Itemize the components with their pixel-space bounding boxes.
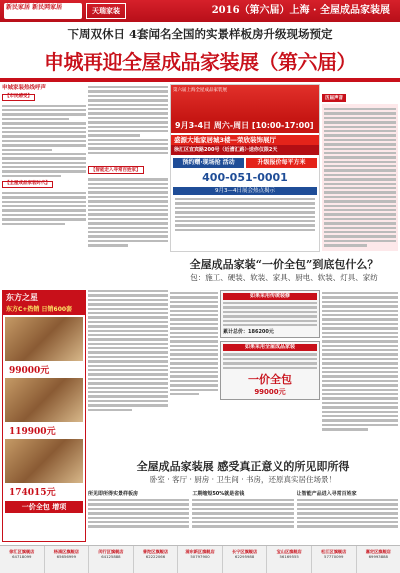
store-entry [357, 546, 400, 573]
package-bill [220, 341, 320, 400]
store-name: 徐汇区旗舰店 [9, 549, 35, 554]
store-name: 长宁区旗舰店 [232, 549, 258, 554]
bill-total: 99000元 [254, 387, 286, 396]
store-name: 闵行区旗舰店 [98, 549, 124, 554]
package-label: 一价全包 [248, 372, 292, 386]
quote-box [322, 104, 398, 251]
ad-promo: 升级报价每平方米 [246, 158, 317, 168]
room-photo [5, 317, 83, 361]
publication-logo: 新民家居 新民网家居 [4, 3, 82, 19]
store-phone: 62295988 [234, 554, 255, 559]
article-column [170, 290, 218, 450]
promo-strip [2, 290, 86, 542]
promo-subhead: 东方C+热销 日销600套 [3, 304, 85, 315]
divider-band [0, 78, 400, 82]
section-heading: 【市民感受】 [2, 94, 35, 101]
slogan-badge: 一价全包 增项 [5, 501, 83, 513]
middle-column [88, 84, 168, 254]
ad-header [171, 85, 319, 119]
section-heading: 【全屋成品家装时代】 [2, 181, 53, 188]
store-name: 杨浦区旗舰店 [53, 549, 79, 554]
store-phone: 62222066 [145, 554, 166, 559]
price-tag: 119900元 [9, 427, 56, 437]
subtitle: 下周双休日 4套闻名全国的实景样板房升级现场预定 [67, 27, 333, 41]
ad-promo: 预约赠·现场抢 活动 [173, 158, 244, 168]
article-heading: 让智能产品进入寻常百姓家 [296, 491, 357, 497]
store-phone: 69993888 [368, 554, 388, 559]
store-name: 浦东新区旗舰店 [185, 549, 215, 554]
article [88, 490, 189, 540]
article-text [88, 178, 168, 246]
store-phone: 56169555 [279, 554, 299, 559]
store-entry [134, 546, 179, 573]
store-entry [45, 546, 90, 573]
store-phone: 50797900 [190, 554, 210, 559]
store-directory [0, 545, 400, 573]
ad-address: 徐汇区宜宾路200号（近漕汇路）·送你仅限2天 [171, 145, 319, 155]
traditional-bill [220, 290, 320, 338]
store-phone: 57770099 [324, 554, 344, 559]
ad-date: 9月3-4日 周六-周日 [10:00-17:00] [171, 119, 319, 133]
store-phone: 64125888 [101, 554, 121, 559]
section-heading: 【智能走入寻常百姓家】 [88, 166, 144, 174]
section-heading: 历届声音 [322, 94, 346, 102]
store-entry [312, 546, 357, 573]
store-entry [0, 546, 45, 573]
room-photo [5, 378, 83, 422]
left-tag: 申城家装热线呼声 [2, 85, 47, 91]
ad-phone: 400-051-0001 [202, 171, 288, 184]
room-photo [5, 439, 83, 483]
store-entry [178, 546, 223, 573]
ad-notes-heading: 9月3—4日展会热点揭示 [173, 187, 317, 195]
store-entry [267, 546, 312, 573]
expo-advertisement [170, 84, 320, 252]
article-text [2, 105, 86, 178]
price-comparison [220, 290, 320, 450]
article [192, 490, 293, 540]
article-text [88, 86, 168, 154]
store-name: 普陀区旗舰店 [142, 549, 169, 554]
store-entry [223, 546, 268, 573]
article-column [322, 290, 398, 455]
bill-total: 累计总价：186200元 [223, 329, 274, 336]
right-column [322, 84, 398, 259]
store-phone: 65656999 [56, 554, 76, 559]
store-name: 松江区旗舰店 [321, 549, 347, 554]
masthead-title: 2016（第六届）上海 · 全屋成品家装展 [211, 5, 390, 16]
store-name: 嘉定区旗舰店 [365, 549, 391, 554]
article [297, 490, 398, 540]
section2-subheadline: 包：施工、硬装、软装、家具、厨电、软装、灯具、家纺 [190, 273, 378, 282]
article-heading: 所见即所得实景样板房 [88, 491, 139, 497]
section2-headline: 全屋成品家装“一价全包”到底包什么？ [189, 258, 379, 271]
ad-banner: 盛源大地家居城3楼—荣欣装饰展厅 [171, 135, 319, 145]
headline: 申城再迎全屋成品家装展（第六届） [44, 50, 356, 74]
bill-title: 如果采用传统装修 [223, 293, 317, 300]
section3-headline: 全屋成品家装展 感受真正意义的所见即所得 [136, 460, 350, 473]
price-tag: 99000元 [9, 366, 50, 376]
section3-subheadline: 卧室 · 客厅 · 厨房 · 卫生间 · 书房，还原真实居住场景！ [149, 475, 337, 484]
partner-logo: 天瑞家装 [86, 3, 126, 19]
bill-title: 如果采用全屋成品家装 [223, 344, 317, 351]
article-column [88, 258, 168, 458]
bottom-articles [88, 490, 398, 540]
ad-notes [171, 198, 319, 231]
promo-head: 东方之星 [3, 291, 85, 304]
store-entry [89, 546, 134, 573]
price-tag: 174015元 [9, 488, 56, 498]
article-heading: 工期缩短50%就是省钱 [192, 491, 245, 497]
article-text [2, 192, 86, 225]
store-phone: 64718099 [12, 554, 32, 559]
ad-title: 第六届上海全屋成品家装展 [173, 88, 227, 93]
store-name: 宝山区旗舰店 [276, 549, 302, 554]
